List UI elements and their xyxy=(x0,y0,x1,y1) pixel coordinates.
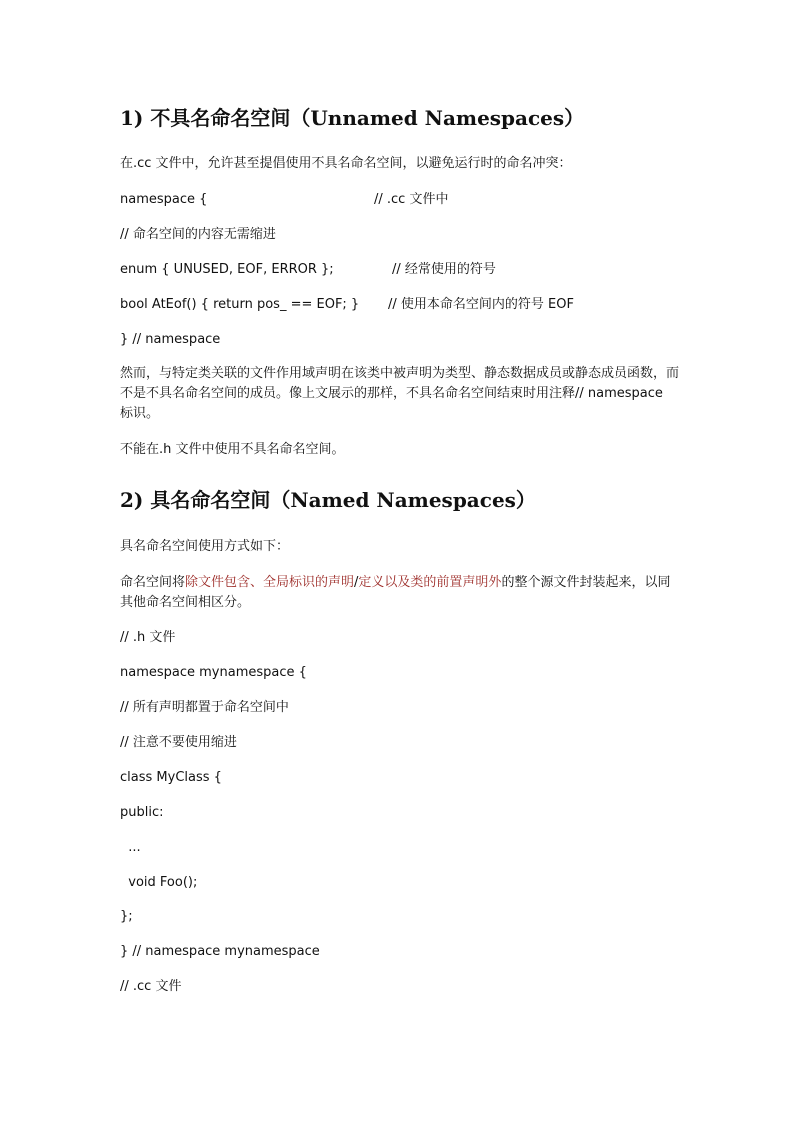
code-comment: // 经常使用的符号 xyxy=(392,262,496,277)
code-line xyxy=(120,295,574,315)
body-paragraph: 不能在.h 文件中使用不具名命名空间。 xyxy=(120,442,345,457)
code-line xyxy=(120,260,496,280)
intro-text: 具名命名空间使用方式如下： xyxy=(120,539,290,554)
heading-text: 具名命名空间（Named Namespaces） xyxy=(150,488,536,512)
para-text: / xyxy=(354,575,359,590)
code-line: // 注意不要使用缩进 xyxy=(120,735,237,750)
code-line: }; xyxy=(120,909,133,924)
highlight-text: 定义以及类的前置声明外 xyxy=(358,575,502,590)
para-text: 命名空间将 xyxy=(120,575,186,590)
code-text: } // namespace xyxy=(120,332,221,347)
code-line: // 所有声明都置于命名空间中 xyxy=(120,700,289,715)
highlight-text: 除文件包含、全局标识的声明 xyxy=(185,575,355,590)
code-text: // 命名空间的内容无需缩进 xyxy=(120,227,276,242)
code-line: // .h 文件 xyxy=(120,630,176,645)
body-paragraph xyxy=(120,573,680,613)
code-text: bool AtEof() { return pos_ == EOF; } xyxy=(120,297,360,312)
code-line: namespace mynamespace { xyxy=(120,665,307,680)
code-line: // .cc 文件 xyxy=(120,979,182,994)
heading-number: 1) xyxy=(120,106,144,130)
section-heading-named xyxy=(120,487,536,513)
para-text: 的整个源文件封装起来，以同其他命名空间相区分。 xyxy=(120,575,671,610)
code-line: ... xyxy=(120,840,141,855)
section-heading-unnamed xyxy=(120,105,584,131)
intro-text: 在.cc 文件中，允许甚至提倡使用不具名命名空间，以避免运行时的命名冲突： xyxy=(120,156,572,171)
code-text: namespace { xyxy=(120,192,208,207)
code-line xyxy=(120,330,220,350)
code-text: enum { UNUSED, EOF, ERROR }; xyxy=(120,262,334,277)
code-comment: // .cc 文件中 xyxy=(374,192,449,207)
code-line: class MyClass { xyxy=(120,770,222,785)
code-comment: // 使用本命名空间内的符号 EOF xyxy=(388,297,574,312)
code-line xyxy=(120,190,449,210)
code-line: } // namespace mynamespace xyxy=(120,944,320,959)
code-line xyxy=(120,225,276,245)
code-line: public: xyxy=(120,805,164,820)
code-line: void Foo(); xyxy=(120,875,198,890)
heading-text: 不具名命名空间（Unnamed Namespaces） xyxy=(150,106,585,130)
heading-number: 2) xyxy=(120,488,144,512)
body-paragraph: 然而，与特定类关联的文件作用域声明在该类中被声明为类型、静态数据成员或静态成员函数，而不是不具名命名空间的成员。像上文展示的那样，不具名命名空间结束时用注释// namespace 标识。 xyxy=(120,366,680,421)
